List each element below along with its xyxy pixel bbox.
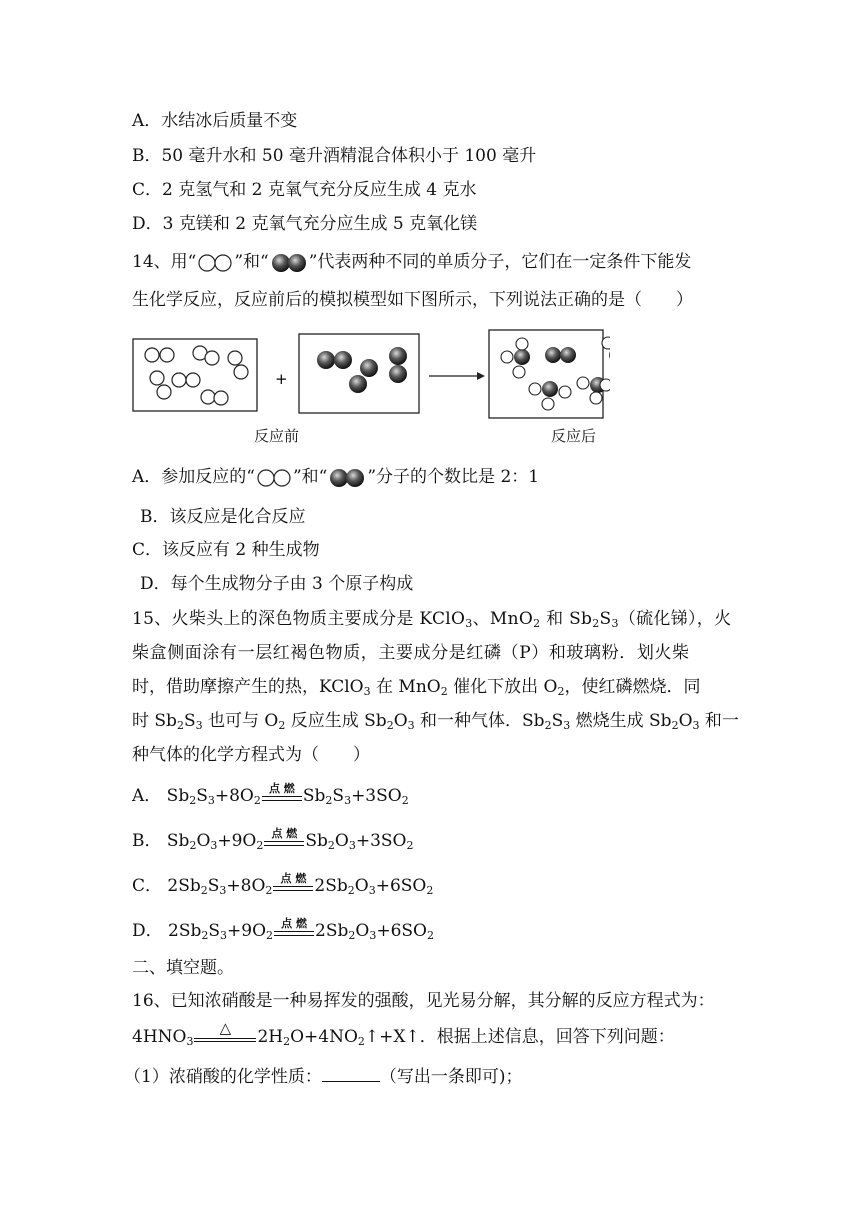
reaction-model-figure (130, 326, 610, 425)
q13-option-c: C．2 克氢气和 2 克氧气充分反应生成 4 克水 (132, 180, 477, 200)
equals-sign: 点 燃 (273, 877, 313, 897)
q14-option-c: C．该反应有 2 种生成物 (132, 540, 320, 560)
q15-stem-line4: 时 $Sb_2S_3$ 也可与 $O_2$ 反应生成 $Sb_2O_3$ 和一种气体．$Sb_2S_3$ 燃烧生成 $Sb_2O_3$ 和一 (132, 711, 739, 732)
q13-option-a: A．水结冰后质量不变 (132, 111, 298, 131)
q13-option-d: D．3 克镁和 2 克氧气充分应生成 5 克氧化镁 (132, 214, 478, 234)
caption-after: 反应后 (551, 427, 597, 445)
q13-option-b: B．50 毫升水和 50 毫升酒精混合体积小于 100 毫升 (132, 146, 537, 166)
answer-blank[interactable] (322, 1065, 380, 1082)
section-heading: 二、填空题。 (132, 958, 234, 978)
q14-option-d: D．每个生成物分子由 3 个原子构成 (140, 574, 414, 594)
q16-stem-line1: 16、已知浓硝酸是一种易挥发的强酸，见光易分解，其分解的反应方程式为： (132, 991, 715, 1011)
q16-stem-line2: $4HNO_3$ △ $2H_2O+4NO_2↑+X↑$．根据上述信息，回答下列问题： (132, 1018, 675, 1048)
white-molecule-icon (257, 468, 291, 488)
q15-option-d: D． $2Sb_2S_3+9O_2$ 点 燃 $2Sb_2O_3+6SO_2$ (132, 916, 434, 942)
q16-sub1: （1）浓硝酸的化学性质： （写出一条即可)； (124, 1067, 523, 1087)
equals-sign: △ (194, 1028, 256, 1048)
white-molecule-icon (198, 253, 232, 273)
plus-sign: + (275, 370, 288, 388)
q15-stem-line5: 种气体的化学方程式为（ ） (132, 745, 370, 765)
q14-stem-line1: 14、用“ ”和“ ”代表两种不同的单质分子，它们在一定条件下能发 (132, 252, 692, 272)
q14-stem-line2: 生化学反应，反应前后的模拟模型如下图所示，下列说法正确的是（ ） (132, 290, 693, 310)
q15-option-a: A． $Sb_2S_3+8O_2$ 点 燃 $Sb_2S_3+3SO_2$ (132, 781, 409, 807)
equals-sign: 点 燃 (274, 922, 314, 942)
q15-stem-line1: 15、火柴头上的深色物质主要成分是 KClO$_3$、MnO$_2$ 和 $Sb_2S_3$（硫化锑），火 (132, 609, 732, 630)
q15-option-b: B． $Sb_2O_3+9O_2$ 点 燃 $Sb_2O_3+3SO_2$ (132, 826, 414, 852)
dark-molecule-icon (271, 252, 307, 274)
reaction-model-diagram (130, 326, 610, 421)
caption-before: 反应前 (254, 427, 300, 445)
q15-option-c: C． $2Sb_2S_3+8O_2$ 点 燃 $2Sb_2O_3+6SO_2$ (132, 871, 434, 897)
equals-sign: 点 燃 (262, 787, 302, 807)
q14-option-a: A．参加反应的“ ”和“ ”分子的个数比是 2：1 (132, 467, 540, 487)
equals-sign: 点 燃 (264, 832, 304, 852)
q15-stem-line3: 时，借助摩擦产生的热，KClO$_3$ 在 MnO$_2$ 催化下放出 $O_2$，使红磷燃烧．同 (132, 677, 701, 698)
dark-molecule-icon (329, 467, 365, 489)
q14-option-b: B．该反应是化合反应 (140, 507, 306, 527)
q15-stem-line2: 柴盒侧面涂有一层红褐色物质，主要成分是红磷（P）和玻璃粉．划火柴 (132, 643, 690, 663)
